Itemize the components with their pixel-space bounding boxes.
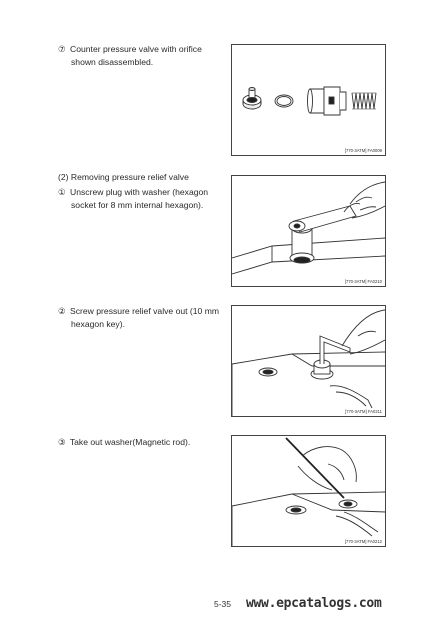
figure-caption: [770-3ATM] FA0210 [344,279,382,284]
valve-parts-illustration [232,45,385,155]
step-text-line1: Screw pressure relief valve out (10 mm [70,306,220,316]
step-7-text [58,43,202,68]
step-number: ⑦ [58,45,66,55]
wrench-on-plug-illustration [232,176,385,286]
figure-caption: [770-3ATM] FA0212 [344,539,382,544]
figure-take-out-washer [231,435,386,547]
step-text-line2: hexagon key). [71,319,125,329]
figure-counter-pressure-valve [231,44,386,156]
section-heading: (2) Removing pressure relief valve [58,172,189,182]
figure-caption: [770-3ATM] FA0211 [345,409,382,414]
step-text-line1: Take out washer(Magnetic rod). [69,437,191,447]
step-2-text [58,305,219,330]
step-number: ① [58,188,66,198]
step-3-text [58,436,190,449]
step-text-line2: shown disassembled. [71,57,154,67]
step-text-line1: Counter pressure valve with orifice [70,44,202,54]
step-text-line1: Unscrew plug with washer (hexagon [70,187,209,197]
step-number: ③ [58,438,66,448]
hex-key-illustration [232,306,385,416]
step-number: ② [58,307,66,317]
page-number: 5-35 [214,599,232,609]
step-text-line2: socket for 8 mm internal hexagon). [71,200,204,210]
watermark-url: www.epcatalogs.com [246,596,382,611]
magnetic-rod-illustration [232,436,385,546]
step-1-text [58,186,208,211]
figure-screw-relief-valve [231,305,386,417]
figure-caption: [770-3ATM] FA0009 [344,148,382,153]
figure-unscrew-plug [231,175,386,287]
